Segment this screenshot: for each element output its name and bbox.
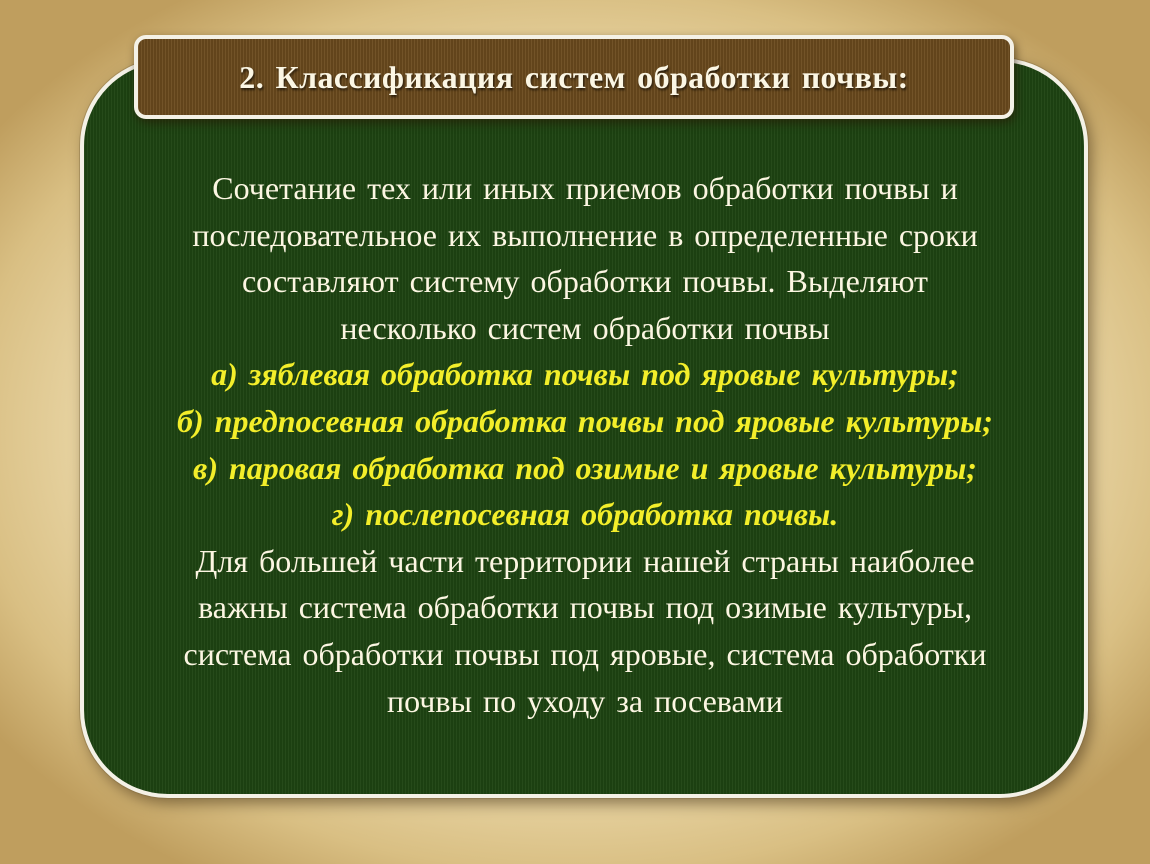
outro-line: почвы по уходу за посевами bbox=[386, 682, 784, 719]
intro-line: последовательное их выполнение в определенные сроки bbox=[192, 216, 978, 253]
list-item: б) предпосевная обработка почвы под яровые культуры; bbox=[177, 402, 993, 439]
outro-line: Для большей части территории нашей страны наиболее bbox=[195, 542, 975, 579]
intro-line: несколько систем обработки почвы bbox=[340, 309, 830, 346]
outro-line: важны система обработки почвы под озимые культуры, bbox=[198, 589, 972, 626]
intro-line: составляют систему обработки почвы. Выделяют bbox=[241, 263, 929, 300]
slide-title: 2. Классификация систем обработки почвы: bbox=[239, 58, 909, 95]
outro-line: система обработки почвы под яровые, система обработки bbox=[183, 635, 987, 672]
title-banner bbox=[134, 35, 1014, 119]
list-item: г) послепосевная обработка почвы. bbox=[331, 496, 839, 533]
list-item: а) зяблевая обработка почвы под яровые культуры; bbox=[211, 356, 959, 393]
list-item: в) паровая обработка под озимые и яровые культуры; bbox=[193, 449, 977, 486]
intro-line: Сочетание тех или иных приемов обработки почвы и bbox=[212, 170, 958, 206]
slide-body bbox=[90, 165, 1080, 724]
